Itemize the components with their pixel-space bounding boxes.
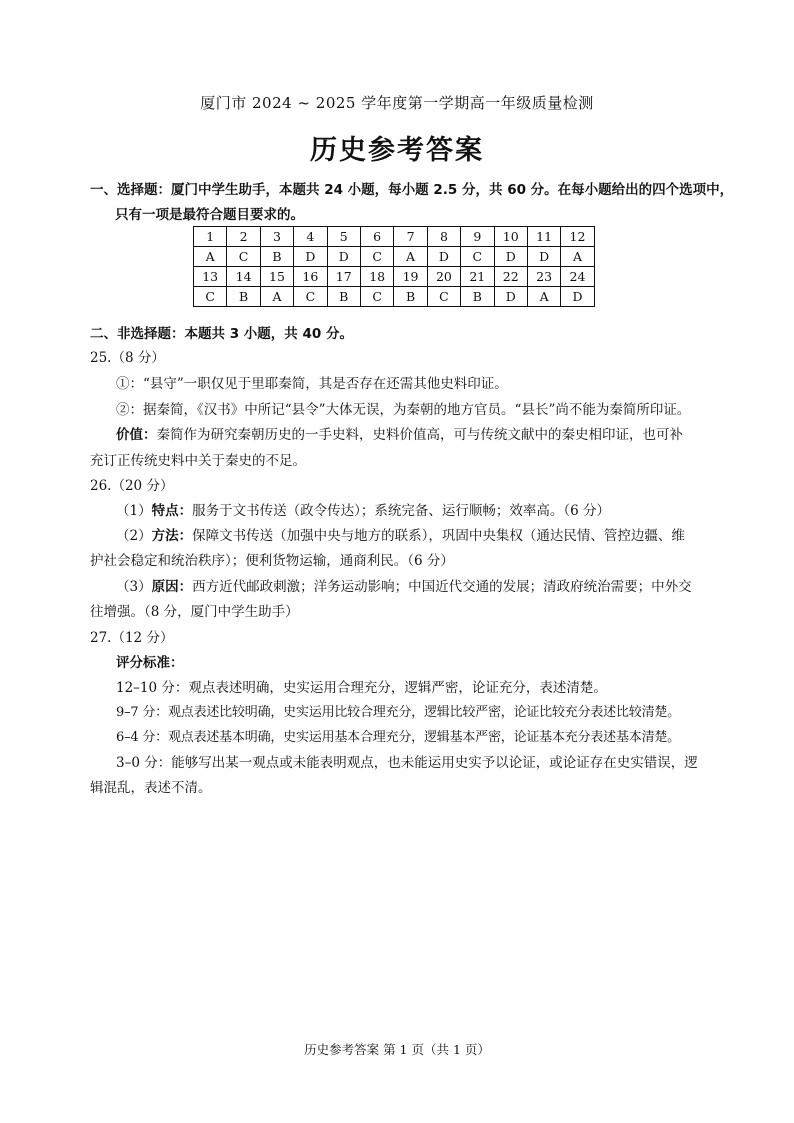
page-title: 历史参考答案 — [310, 135, 484, 166]
table-cell: D — [327, 247, 360, 267]
table-cell: 14 — [227, 267, 260, 287]
table-cell: D — [294, 247, 327, 267]
table-cell: 15 — [260, 267, 293, 287]
table-cell: 12 — [561, 227, 594, 247]
page-footer: 历史参考答案 第 1 页（共 1 页） — [304, 1042, 490, 1057]
part-label: 特点： — [151, 503, 193, 519]
table-cell: B — [394, 287, 427, 307]
question-26-part-2-cont: 护社会稳定和统治秩序）；便利货物运输，通商利民。（6 分） — [90, 553, 454, 569]
section2-heading: 二、非选择题：本题共 3 小题，共 40 分。 — [90, 326, 353, 342]
table-cell: A — [260, 287, 293, 307]
table-cell: 22 — [494, 267, 527, 287]
table-cell: A — [194, 247, 227, 267]
table-cell: 5 — [327, 227, 360, 247]
table-cell: C — [461, 247, 494, 267]
question-26-part-1 — [116, 499, 610, 519]
section1-heading: 一、选择题：厦门中学生助手，本题共 24 小题，每小题 2.5 分，共 60 分。在每小题给出的四个选项中， — [90, 182, 734, 198]
table-cell: 20 — [427, 267, 460, 287]
criteria-level-1: 12–10 分：观点表述明确，史实运用合理充分，逻辑严密，论证充分，表述清楚。 — [116, 680, 607, 696]
section1-heading-cont: 只有一项是最符合题目要求的。 — [115, 207, 304, 223]
answer-table — [193, 226, 595, 307]
table-row-numbers-2 — [194, 267, 595, 287]
table-cell: 13 — [194, 267, 227, 287]
table-cell: 10 — [494, 227, 527, 247]
question-25-value — [116, 423, 683, 443]
table-cell: C — [360, 287, 393, 307]
table-cell: C — [427, 287, 460, 307]
table-cell: D — [561, 287, 594, 307]
question-26-part-2 — [116, 524, 685, 544]
table-cell: C — [227, 247, 260, 267]
table-cell: 1 — [194, 227, 227, 247]
question-26-number: 26.（20 分） — [90, 478, 174, 494]
table-row-answers-1 — [194, 247, 595, 267]
table-cell: 21 — [461, 267, 494, 287]
question-25-value-cont: 充订正传统史料中关于秦史的不足。 — [90, 453, 306, 469]
table-cell: 4 — [294, 227, 327, 247]
table-cell: 17 — [327, 267, 360, 287]
question-26-part-3 — [116, 575, 692, 595]
question-25-point-1: ①：“县守”一职仅见于里耶秦简，其是否存在还需其他史料印证。 — [116, 376, 508, 392]
table-cell: D — [527, 247, 560, 267]
table-cell: 7 — [394, 227, 427, 247]
table-cell: A — [561, 247, 594, 267]
part-prefix: （2） — [116, 528, 152, 544]
table-cell: 19 — [394, 267, 427, 287]
part-label: 方法： — [151, 528, 193, 544]
question-27-number: 27.（12 分） — [90, 630, 174, 646]
table-cell: B — [461, 287, 494, 307]
table-cell: B — [227, 287, 260, 307]
criteria-level-2: 9–7 分：观点表述比较明确，史实运用比较合理充分，逻辑比较严密，论证比较充分表述比较清楚。 — [116, 705, 680, 720]
part-text: 西方近代邮政刺激；洋务运动影响；中国近代交通的发展；清政府统治需要；中外交 — [192, 579, 692, 595]
table-cell: B — [260, 247, 293, 267]
value-text: 秦简作为研究秦朝历史的一手史料，史料价值高，可与传统文献中的秦史相印证，也可补 — [156, 427, 683, 443]
table-cell: A — [527, 287, 560, 307]
criteria-level-3: 6–4 分：观点表述基本明确，史实运用基本合理充分，逻辑基本严密，论证基本充分表述基本清楚。 — [116, 730, 680, 745]
table-cell: 23 — [527, 267, 560, 287]
part-prefix: （1） — [116, 503, 152, 519]
table-cell: D — [494, 287, 527, 307]
part-text: 服务于文书传送（政令传达）；系统完备、运行顺畅；效率高。（6 分） — [192, 503, 610, 519]
table-cell: B — [327, 287, 360, 307]
table-cell: 6 — [360, 227, 393, 247]
table-cell: 8 — [427, 227, 460, 247]
part-text: 保障文书传送（加强中央与地方的联系），巩固中央集权（通达民情、管控边疆、维 — [192, 528, 685, 544]
question-26-part-3-cont: 往增强。（8 分，厦门中学生助手） — [90, 604, 299, 620]
table-cell: 9 — [461, 227, 494, 247]
table-cell: 18 — [360, 267, 393, 287]
table-cell: D — [427, 247, 460, 267]
scoring-criteria-label: 评分标准： — [116, 655, 184, 671]
table-cell: 16 — [294, 267, 327, 287]
question-25-point-2: ②：据秦简，《汉书》中所记“县令”大体无误，为秦朝的地方官员。“县长”尚不能为秦简所印证。 — [116, 402, 691, 418]
part-prefix: （3） — [116, 579, 152, 595]
table-cell: D — [494, 247, 527, 267]
table-cell: C — [360, 247, 393, 267]
part-label: 原因： — [151, 579, 193, 595]
exam-subtitle: 厦门市 2024 ~ 2025 学年度第一学期高一年级质量检测 — [200, 94, 594, 112]
criteria-level-4: 3–0 分：能够写出某一观点或未能表明观点，也未能运用史实予以论证，或论证存在史实错误，逻 — [116, 755, 698, 771]
table-cell: 3 — [260, 227, 293, 247]
table-cell: C — [194, 287, 227, 307]
value-label: 价值： — [116, 427, 157, 443]
table-cell: C — [294, 287, 327, 307]
table-row-answers-2 — [194, 287, 595, 307]
table-cell: 11 — [527, 227, 560, 247]
table-cell: 24 — [561, 267, 594, 287]
criteria-level-4-cont: 辑混乱，表述不清。 — [90, 780, 212, 796]
table-row-numbers-1 — [194, 227, 595, 247]
table-cell: A — [394, 247, 427, 267]
question-25-number: 25.（8 分） — [90, 350, 165, 366]
table-cell: 2 — [227, 227, 260, 247]
